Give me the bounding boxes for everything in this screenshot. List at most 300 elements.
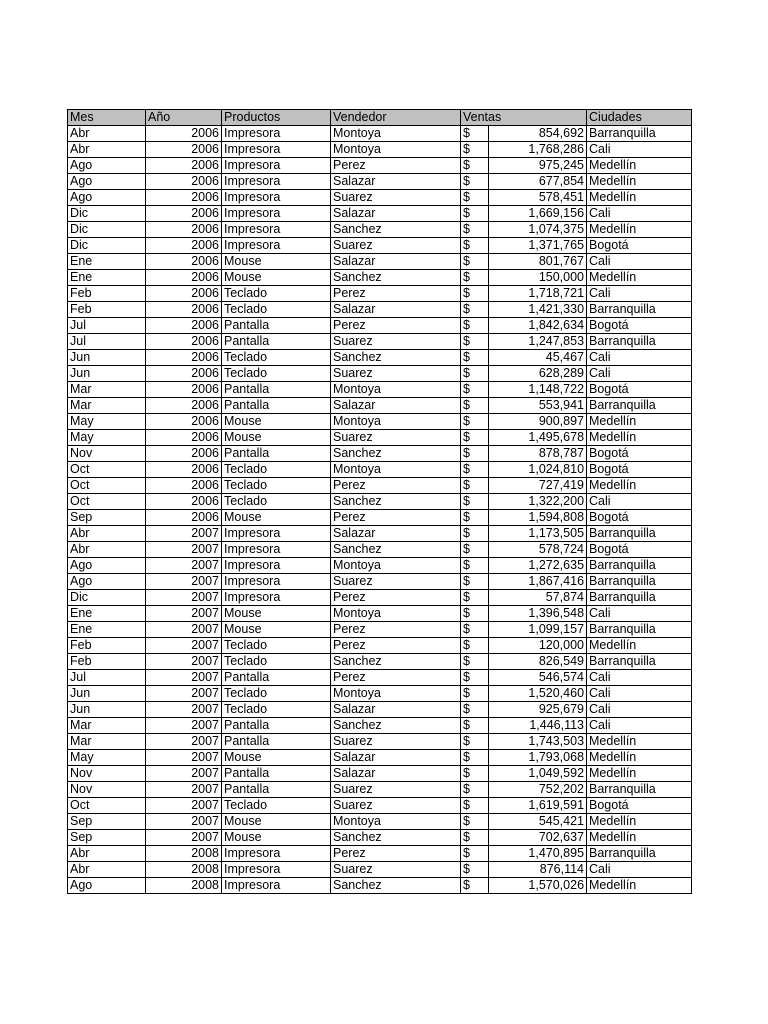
cell-currency: $ xyxy=(461,750,489,766)
cell-currency: $ xyxy=(461,734,489,750)
cell-currency: $ xyxy=(461,494,489,510)
cell-anio: 2006 xyxy=(146,174,222,190)
cell-ventas: 546,574 xyxy=(489,670,587,686)
cell-ciudad: Bogotá xyxy=(587,446,692,462)
cell-anio: 2006 xyxy=(146,478,222,494)
cell-producto: Teclado xyxy=(222,366,331,382)
cell-ventas: 900,897 xyxy=(489,414,587,430)
cell-producto: Impresora xyxy=(222,190,331,206)
cell-currency: $ xyxy=(461,238,489,254)
cell-producto: Pantalla xyxy=(222,398,331,414)
cell-vendedor: Suarez xyxy=(331,190,461,206)
cell-mes: Nov xyxy=(68,782,146,798)
cell-currency: $ xyxy=(461,430,489,446)
cell-anio: 2007 xyxy=(146,638,222,654)
table-row xyxy=(68,222,692,238)
cell-mes: Ene xyxy=(68,622,146,638)
cell-anio: 2006 xyxy=(146,510,222,526)
cell-mes: Sep xyxy=(68,830,146,846)
cell-ciudad: Cali xyxy=(587,862,692,878)
table-body xyxy=(68,126,692,894)
cell-producto: Pantalla xyxy=(222,318,331,334)
cell-ciudad: Barranquilla xyxy=(587,558,692,574)
table-row xyxy=(68,750,692,766)
cell-producto: Mouse xyxy=(222,830,331,846)
table-row xyxy=(68,414,692,430)
cell-ventas: 1,173,505 xyxy=(489,526,587,542)
cell-mes: Jul xyxy=(68,670,146,686)
cell-ciudad: Medellín xyxy=(587,814,692,830)
cell-ciudad: Medellín xyxy=(587,222,692,238)
cell-ventas: 45,467 xyxy=(489,350,587,366)
cell-ciudad: Medellín xyxy=(587,270,692,286)
cell-anio: 2006 xyxy=(146,414,222,430)
cell-producto: Pantalla xyxy=(222,718,331,734)
table-row xyxy=(68,670,692,686)
cell-ciudad: Barranquilla xyxy=(587,654,692,670)
cell-vendedor: Sanchez xyxy=(331,542,461,558)
table-row xyxy=(68,590,692,606)
cell-ventas: 1,570,026 xyxy=(489,878,587,894)
cell-vendedor: Montoya xyxy=(331,414,461,430)
cell-ciudad: Cali xyxy=(587,286,692,302)
table-row xyxy=(68,494,692,510)
cell-currency: $ xyxy=(461,782,489,798)
cell-producto: Pantalla xyxy=(222,782,331,798)
cell-mes: Feb xyxy=(68,302,146,318)
cell-ventas: 1,619,591 xyxy=(489,798,587,814)
cell-ventas: 826,549 xyxy=(489,654,587,670)
table-row xyxy=(68,174,692,190)
cell-currency: $ xyxy=(461,574,489,590)
cell-currency: $ xyxy=(461,798,489,814)
cell-ciudad: Barranquilla xyxy=(587,526,692,542)
cell-ciudad: Cali xyxy=(587,718,692,734)
cell-anio: 2006 xyxy=(146,238,222,254)
cell-currency: $ xyxy=(461,558,489,574)
table-row xyxy=(68,622,692,638)
cell-ventas: 1,520,460 xyxy=(489,686,587,702)
header-anio: Año xyxy=(146,110,222,126)
cell-anio: 2007 xyxy=(146,798,222,814)
cell-ciudad: Medellín xyxy=(587,430,692,446)
cell-mes: Ago xyxy=(68,574,146,590)
cell-producto: Mouse xyxy=(222,254,331,270)
table-row xyxy=(68,206,692,222)
cell-ciudad: Medellín xyxy=(587,638,692,654)
cell-vendedor: Salazar xyxy=(331,254,461,270)
cell-anio: 2007 xyxy=(146,702,222,718)
cell-ciudad: Cali xyxy=(587,366,692,382)
table-row xyxy=(68,782,692,798)
cell-anio: 2006 xyxy=(146,350,222,366)
cell-mes: Dic xyxy=(68,590,146,606)
cell-currency: $ xyxy=(461,526,489,542)
cell-ciudad: Barranquilla xyxy=(587,126,692,142)
cell-ciudad: Cali xyxy=(587,686,692,702)
cell-mes: Dic xyxy=(68,206,146,222)
table-row xyxy=(68,142,692,158)
cell-vendedor: Montoya xyxy=(331,126,461,142)
cell-ciudad: Medellín xyxy=(587,878,692,894)
cell-currency: $ xyxy=(461,414,489,430)
cell-anio: 2007 xyxy=(146,718,222,734)
cell-currency: $ xyxy=(461,366,489,382)
header-ventas: Ventas xyxy=(461,110,587,126)
cell-mes: Sep xyxy=(68,510,146,526)
cell-vendedor: Salazar xyxy=(331,302,461,318)
cell-currency: $ xyxy=(461,126,489,142)
cell-anio: 2008 xyxy=(146,862,222,878)
cell-anio: 2006 xyxy=(146,494,222,510)
cell-producto: Teclado xyxy=(222,302,331,318)
cell-anio: 2006 xyxy=(146,270,222,286)
cell-mes: Ago xyxy=(68,190,146,206)
sales-table xyxy=(67,109,692,894)
cell-producto: Teclado xyxy=(222,494,331,510)
cell-ventas: 677,854 xyxy=(489,174,587,190)
cell-currency: $ xyxy=(461,766,489,782)
cell-ciudad: Barranquilla xyxy=(587,574,692,590)
cell-ciudad: Bogotá xyxy=(587,510,692,526)
cell-vendedor: Salazar xyxy=(331,702,461,718)
cell-anio: 2007 xyxy=(146,526,222,542)
cell-anio: 2007 xyxy=(146,542,222,558)
cell-anio: 2006 xyxy=(146,318,222,334)
table-row xyxy=(68,702,692,718)
table-row xyxy=(68,302,692,318)
cell-vendedor: Suarez xyxy=(331,238,461,254)
table-row xyxy=(68,158,692,174)
table-row xyxy=(68,318,692,334)
cell-producto: Impresora xyxy=(222,558,331,574)
cell-currency: $ xyxy=(461,878,489,894)
cell-producto: Mouse xyxy=(222,622,331,638)
cell-vendedor: Sanchez xyxy=(331,718,461,734)
table-row xyxy=(68,126,692,142)
cell-currency: $ xyxy=(461,718,489,734)
cell-anio: 2007 xyxy=(146,782,222,798)
cell-ventas: 1,247,853 xyxy=(489,334,587,350)
table-row xyxy=(68,686,692,702)
cell-producto: Impresora xyxy=(222,206,331,222)
cell-currency: $ xyxy=(461,654,489,670)
cell-ventas: 702,637 xyxy=(489,830,587,846)
cell-vendedor: Salazar xyxy=(331,750,461,766)
cell-mes: May xyxy=(68,750,146,766)
cell-vendedor: Perez xyxy=(331,286,461,302)
cell-ciudad: Cali xyxy=(587,350,692,366)
cell-ciudad: Barranquilla xyxy=(587,782,692,798)
cell-producto: Impresora xyxy=(222,222,331,238)
table-row xyxy=(68,334,692,350)
cell-ventas: 1,024,810 xyxy=(489,462,587,478)
cell-ciudad: Medellín xyxy=(587,734,692,750)
cell-currency: $ xyxy=(461,446,489,462)
cell-producto: Teclado xyxy=(222,478,331,494)
cell-anio: 2007 xyxy=(146,558,222,574)
cell-vendedor: Montoya xyxy=(331,686,461,702)
cell-ciudad: Bogotá xyxy=(587,462,692,478)
cell-producto: Impresora xyxy=(222,126,331,142)
cell-vendedor: Perez xyxy=(331,478,461,494)
cell-producto: Pantalla xyxy=(222,670,331,686)
cell-vendedor: Montoya xyxy=(331,558,461,574)
table-row xyxy=(68,350,692,366)
cell-anio: 2006 xyxy=(146,222,222,238)
cell-ventas: 1,371,765 xyxy=(489,238,587,254)
cell-mes: Ene xyxy=(68,254,146,270)
cell-anio: 2007 xyxy=(146,830,222,846)
cell-ventas: 57,874 xyxy=(489,590,587,606)
cell-ciudad: Cali xyxy=(587,606,692,622)
cell-anio: 2007 xyxy=(146,606,222,622)
cell-mes: Abr xyxy=(68,126,146,142)
cell-ventas: 1,768,286 xyxy=(489,142,587,158)
cell-vendedor: Perez xyxy=(331,846,461,862)
cell-producto: Teclado xyxy=(222,638,331,654)
cell-producto: Mouse xyxy=(222,414,331,430)
cell-producto: Impresora xyxy=(222,526,331,542)
cell-producto: Impresora xyxy=(222,846,331,862)
cell-mes: Oct xyxy=(68,462,146,478)
cell-ciudad: Medellín xyxy=(587,478,692,494)
table-row xyxy=(68,798,692,814)
cell-ventas: 925,679 xyxy=(489,702,587,718)
header-mes: Mes xyxy=(68,110,146,126)
cell-ventas: 1,867,416 xyxy=(489,574,587,590)
cell-anio: 2007 xyxy=(146,734,222,750)
cell-ventas: 1,842,634 xyxy=(489,318,587,334)
table-row xyxy=(68,366,692,382)
cell-anio: 2008 xyxy=(146,846,222,862)
cell-vendedor: Salazar xyxy=(331,526,461,542)
cell-mes: May xyxy=(68,430,146,446)
table-row xyxy=(68,462,692,478)
cell-anio: 2006 xyxy=(146,126,222,142)
table-row xyxy=(68,638,692,654)
cell-ciudad: Medellín xyxy=(587,414,692,430)
cell-currency: $ xyxy=(461,302,489,318)
cell-currency: $ xyxy=(461,862,489,878)
cell-currency: $ xyxy=(461,670,489,686)
cell-currency: $ xyxy=(461,286,489,302)
cell-producto: Impresora xyxy=(222,142,331,158)
cell-ventas: 1,396,548 xyxy=(489,606,587,622)
cell-ciudad: Cali xyxy=(587,206,692,222)
cell-producto: Pantalla xyxy=(222,334,331,350)
cell-anio: 2006 xyxy=(146,366,222,382)
table-row xyxy=(68,254,692,270)
cell-ventas: 120,000 xyxy=(489,638,587,654)
cell-vendedor: Perez xyxy=(331,158,461,174)
cell-vendedor: Perez xyxy=(331,510,461,526)
cell-vendedor: Salazar xyxy=(331,398,461,414)
cell-ciudad: Bogotá xyxy=(587,238,692,254)
cell-ventas: 1,074,375 xyxy=(489,222,587,238)
cell-anio: 2007 xyxy=(146,814,222,830)
cell-producto: Pantalla xyxy=(222,382,331,398)
cell-anio: 2007 xyxy=(146,622,222,638)
cell-vendedor: Salazar xyxy=(331,766,461,782)
cell-currency: $ xyxy=(461,622,489,638)
cell-mes: Ago xyxy=(68,878,146,894)
cell-vendedor: Sanchez xyxy=(331,830,461,846)
table-row xyxy=(68,286,692,302)
cell-mes: Nov xyxy=(68,446,146,462)
table-row xyxy=(68,542,692,558)
cell-ventas: 578,724 xyxy=(489,542,587,558)
cell-mes: Jun xyxy=(68,702,146,718)
cell-mes: Oct xyxy=(68,478,146,494)
cell-vendedor: Salazar xyxy=(331,206,461,222)
cell-producto: Impresora xyxy=(222,590,331,606)
cell-currency: $ xyxy=(461,590,489,606)
cell-ciudad: Medellín xyxy=(587,190,692,206)
cell-vendedor: Montoya xyxy=(331,814,461,830)
cell-ciudad: Barranquilla xyxy=(587,846,692,862)
cell-ciudad: Bogotá xyxy=(587,798,692,814)
cell-currency: $ xyxy=(461,638,489,654)
cell-mes: Abr xyxy=(68,526,146,542)
cell-producto: Impresora xyxy=(222,542,331,558)
cell-anio: 2006 xyxy=(146,190,222,206)
cell-ventas: 1,594,808 xyxy=(489,510,587,526)
cell-ciudad: Medellín xyxy=(587,766,692,782)
cell-vendedor: Suarez xyxy=(331,782,461,798)
cell-ventas: 1,421,330 xyxy=(489,302,587,318)
cell-vendedor: Suarez xyxy=(331,334,461,350)
cell-ventas: 1,099,157 xyxy=(489,622,587,638)
table-row xyxy=(68,766,692,782)
table-row xyxy=(68,734,692,750)
cell-producto: Impresora xyxy=(222,158,331,174)
cell-currency: $ xyxy=(461,382,489,398)
cell-producto: Mouse xyxy=(222,814,331,830)
cell-mes: Oct xyxy=(68,494,146,510)
cell-vendedor: Perez xyxy=(331,622,461,638)
cell-producto: Teclado xyxy=(222,654,331,670)
cell-vendedor: Suarez xyxy=(331,574,461,590)
cell-anio: 2006 xyxy=(146,398,222,414)
cell-mes: Mar xyxy=(68,718,146,734)
cell-vendedor: Montoya xyxy=(331,382,461,398)
cell-ventas: 1,272,635 xyxy=(489,558,587,574)
cell-producto: Mouse xyxy=(222,750,331,766)
cell-mes: Jun xyxy=(68,686,146,702)
cell-currency: $ xyxy=(461,398,489,414)
cell-mes: Abr xyxy=(68,862,146,878)
cell-anio: 2007 xyxy=(146,750,222,766)
cell-ventas: 1,743,503 xyxy=(489,734,587,750)
cell-vendedor: Suarez xyxy=(331,366,461,382)
cell-ciudad: Cali xyxy=(587,670,692,686)
cell-vendedor: Suarez xyxy=(331,734,461,750)
cell-ciudad: Barranquilla xyxy=(587,302,692,318)
cell-vendedor: Suarez xyxy=(331,862,461,878)
cell-producto: Pantalla xyxy=(222,446,331,462)
cell-mes: Dic xyxy=(68,222,146,238)
table-row xyxy=(68,382,692,398)
cell-mes: Mar xyxy=(68,398,146,414)
cell-vendedor: Salazar xyxy=(331,174,461,190)
cell-anio: 2007 xyxy=(146,670,222,686)
cell-currency: $ xyxy=(461,702,489,718)
cell-currency: $ xyxy=(461,542,489,558)
cell-ciudad: Medellín xyxy=(587,158,692,174)
cell-vendedor: Montoya xyxy=(331,462,461,478)
cell-ciudad: Barranquilla xyxy=(587,622,692,638)
cell-ventas: 1,148,722 xyxy=(489,382,587,398)
cell-ventas: 1,049,592 xyxy=(489,766,587,782)
cell-anio: 2007 xyxy=(146,686,222,702)
cell-producto: Impresora xyxy=(222,574,331,590)
cell-ventas: 1,470,895 xyxy=(489,846,587,862)
cell-ciudad: Cali xyxy=(587,254,692,270)
cell-producto: Impresora xyxy=(222,862,331,878)
table-row xyxy=(68,238,692,254)
table-row xyxy=(68,574,692,590)
cell-ciudad: Bogotá xyxy=(587,542,692,558)
cell-currency: $ xyxy=(461,814,489,830)
cell-producto: Teclado xyxy=(222,462,331,478)
cell-ventas: 801,767 xyxy=(489,254,587,270)
table-row xyxy=(68,718,692,734)
cell-mes: Jul xyxy=(68,318,146,334)
cell-mes: Ago xyxy=(68,558,146,574)
table-row xyxy=(68,814,692,830)
cell-currency: $ xyxy=(461,206,489,222)
cell-ventas: 578,451 xyxy=(489,190,587,206)
cell-ciudad: Bogotá xyxy=(587,382,692,398)
cell-ciudad: Bogotá xyxy=(587,318,692,334)
cell-currency: $ xyxy=(461,350,489,366)
cell-ventas: 628,289 xyxy=(489,366,587,382)
cell-anio: 2006 xyxy=(146,206,222,222)
table-row xyxy=(68,190,692,206)
cell-anio: 2007 xyxy=(146,654,222,670)
table-row xyxy=(68,878,692,894)
cell-producto: Mouse xyxy=(222,270,331,286)
cell-vendedor: Suarez xyxy=(331,430,461,446)
table-row xyxy=(68,654,692,670)
cell-producto: Mouse xyxy=(222,606,331,622)
table-row xyxy=(68,526,692,542)
cell-vendedor: Sanchez xyxy=(331,494,461,510)
table-row xyxy=(68,830,692,846)
cell-ventas: 1,495,678 xyxy=(489,430,587,446)
cell-currency: $ xyxy=(461,334,489,350)
cell-vendedor: Sanchez xyxy=(331,222,461,238)
header-productos: Productos xyxy=(222,110,331,126)
cell-ciudad: Medellín xyxy=(587,750,692,766)
cell-producto: Pantalla xyxy=(222,766,331,782)
cell-ventas: 1,718,721 xyxy=(489,286,587,302)
cell-mes: Feb xyxy=(68,286,146,302)
cell-ventas: 553,941 xyxy=(489,398,587,414)
cell-ventas: 752,202 xyxy=(489,782,587,798)
table-row xyxy=(68,846,692,862)
cell-currency: $ xyxy=(461,190,489,206)
cell-mes: Ene xyxy=(68,270,146,286)
cell-mes: Jun xyxy=(68,366,146,382)
cell-anio: 2006 xyxy=(146,430,222,446)
cell-mes: Abr xyxy=(68,142,146,158)
cell-mes: Feb xyxy=(68,654,146,670)
cell-producto: Impresora xyxy=(222,878,331,894)
cell-producto: Teclado xyxy=(222,286,331,302)
cell-anio: 2006 xyxy=(146,286,222,302)
